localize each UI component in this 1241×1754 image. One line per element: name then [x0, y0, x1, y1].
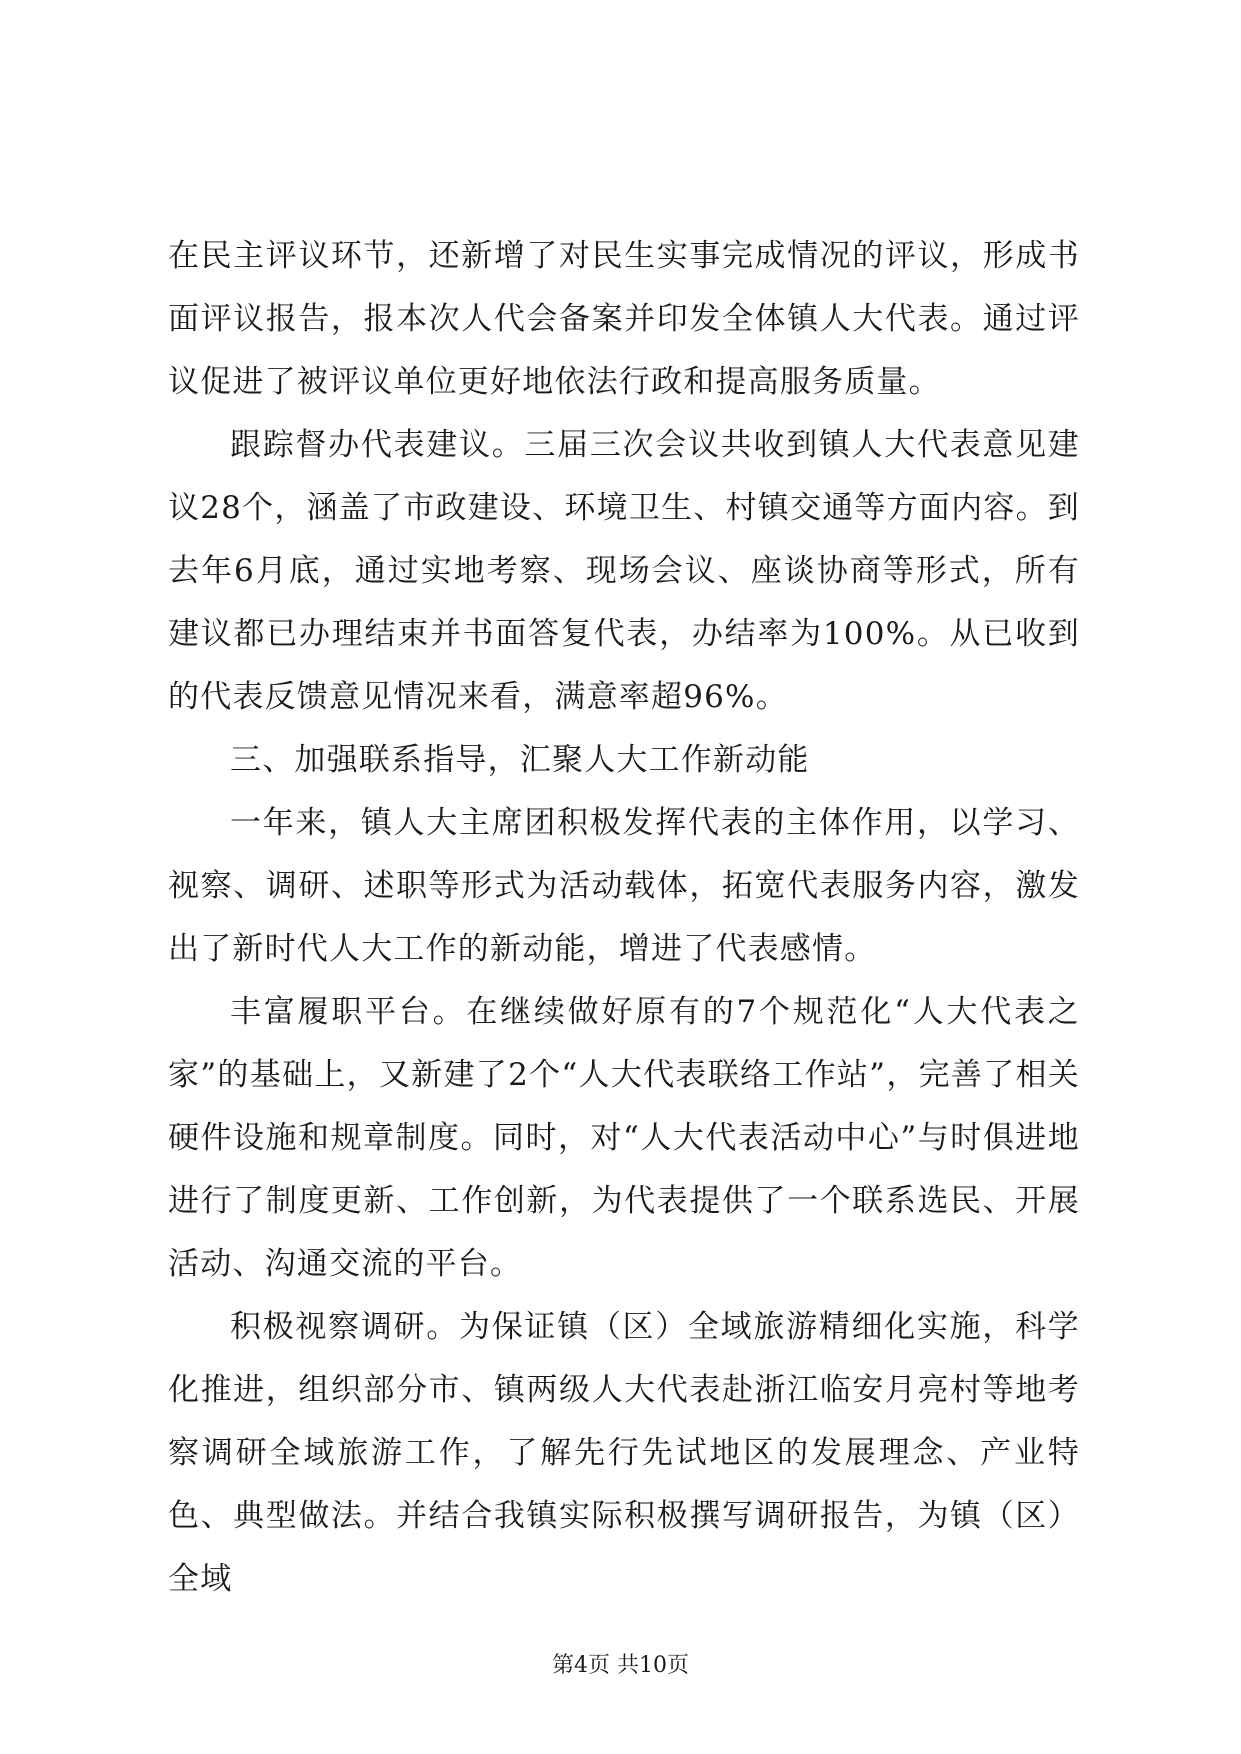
paragraph-5: 丰富履职平台。在继续做好原有的7个规范化“人大代表之家”的基础上，又新建了2个“人大代表联络工作站”，完善了相关硬件设施和规章制度。同时，对“人大代表活动中心”与时俱进地进行了制度更新、工作创新，为代表提供了一个联系选民、开展活动、沟通交流的平台。 — [168, 994, 1080, 1282]
document-body — [168, 225, 1080, 1611]
paragraph-4: 一年来，镇人大主席团积极发挥代表的主体作用，以学习、视察、调研、述职等形式为活动载体，拓宽代表服务内容，激发出了新时代人大工作的新动能，增进了代表感情。 — [168, 805, 1080, 967]
page-number-footer: 第4页 共10页 — [552, 1653, 689, 1678]
paragraph-6: 积极视察调研。为保证镇（区）全域旅游精细化实施，科学化推进，组织部分市、镇两级人大代表赴浙江临安月亮村等地考察调研全域旅游工作，了解先行先试地区的发展理念、产业特色、典型做法。并结合我镇实际积极撰写调研报告，为镇（区）全域 — [168, 1309, 1080, 1597]
section-heading-3: 三、加强联系指导，汇聚人大工作新动能 — [230, 742, 810, 778]
paragraph-1: 在民主评议环节，还新增了对民生实事完成情况的评议，形成书面评议报告，报本次人代会备案并印发全体镇人大代表。通过评议促进了被评议单位更好地依法行政和提高服务质量。 — [168, 238, 1080, 400]
paragraph-2: 跟踪督办代表建议。三届三次会议共收到镇人大代表意见建议28个，涵盖了市政建设、环境卫生、村镇交通等方面内容。到去年6月底，通过实地考察、现场会议、座谈协商等形式，所有建议都已办理结束并书面答复代表，办结率为100%。从已收到的代表反馈意见情况来看，满意率超96%。 — [168, 427, 1080, 715]
